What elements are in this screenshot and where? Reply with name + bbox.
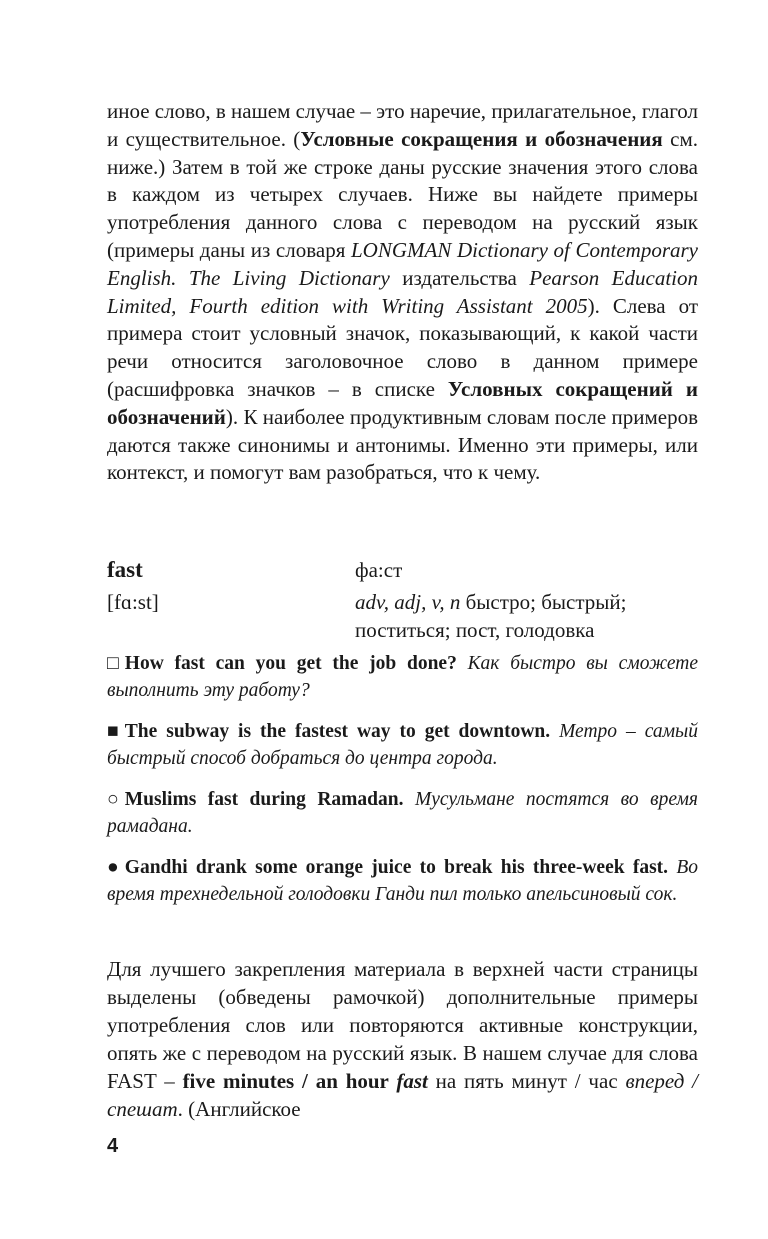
intro-text: иное слово, в нашем случае – это наречие, прилагательное, глагол и существительное. ( xyxy=(107,99,698,151)
example-noun xyxy=(107,854,698,908)
headword: fast xyxy=(107,557,143,582)
meanings-text: быстро; быстрый; поститься; пост, голодовка xyxy=(355,590,627,642)
example-adjective xyxy=(107,718,698,772)
intro-text: см. ниже.) Затем в той же строке даны русские значения этого слова в каждом из четырех случаев. Ниже вы найдете примеры употребления данного слова с переводом на русский язык (примеры даны из словаря xyxy=(107,126,698,262)
intro-text: издательства xyxy=(389,265,530,290)
example-verb xyxy=(107,786,698,840)
example-russian: Во время трехнедельной голодовки Ганди пил только апельсиновый сок. xyxy=(107,857,698,905)
page-number: 4 xyxy=(107,1135,119,1157)
outro-text: Для лучшего закрепления материала в верхней части страницы выделены (обведены рамочкой) дополнительные примеры употребления слов или повторяются активные конструкции, опять же с переводом на русский язык. В нашем случае для слова FAST – xyxy=(107,957,698,1093)
intro-text: ). Слева от примера стоит условный значок, показывающий, к какой части речи относится заголовочное слово в данном примере (расшифровка значков – в списке xyxy=(107,293,698,401)
example-english: How fast can you get the job done? xyxy=(124,653,457,674)
russian-reading: фа:ст xyxy=(355,558,403,582)
example-russian: Метро – самый быстрый способ добраться до центра города. xyxy=(107,721,698,769)
empty-square-icon: □ xyxy=(107,653,119,674)
transcription: [fɑ:st] xyxy=(107,590,159,614)
outro-paragraph xyxy=(107,955,698,1123)
outro-italic-translation: вперед / спешат xyxy=(107,1069,698,1121)
outro-text: . (Английское xyxy=(177,1097,301,1121)
filled-square-icon: ■ xyxy=(107,721,119,742)
example-english: The subway is the fastest way to get downtown. xyxy=(124,721,551,742)
example-russian: Как быстро вы сможете выполнить эту работу? xyxy=(107,653,699,701)
outro-bold-italic-word: fast xyxy=(396,1069,428,1093)
example-adverb xyxy=(107,650,698,704)
filled-circle-icon: ● xyxy=(107,857,119,878)
example-english: Gandhi drank some orange juice to break his three-week fast. xyxy=(124,857,669,878)
intro-bold-reference: Условные сокращения и обозначения xyxy=(300,126,663,151)
example-russian: Мусульмане постятся во время рамадана. xyxy=(107,789,698,837)
outro-bold-phrase: five minutes / an hour xyxy=(182,1069,397,1093)
example-english: Muslims fast during Ramadan. xyxy=(124,789,404,810)
parts-of-speech: adv, adj, v, n xyxy=(355,590,461,614)
publisher-name: Pearson Education Limited, Fourth edition with Writing Assistant 2005 xyxy=(107,265,698,318)
intro-bold-reference: Условных сокращений и обозначений xyxy=(107,376,699,429)
empty-circle-icon: ○ xyxy=(107,789,119,810)
entry-meanings xyxy=(355,588,698,644)
intro-text: ). К наиболее продуктивным словам после примеров даются также синонимы и антонимы. Именно эти примеры, или контекст, и помогут вам разобраться, что к чему. xyxy=(107,404,698,485)
outro-text: на пять минут / час xyxy=(427,1069,626,1093)
intro-paragraph xyxy=(107,98,698,487)
dictionary-title: LONGMAN Dictionary of Contemporary English. The Living Dictionary xyxy=(107,237,699,290)
